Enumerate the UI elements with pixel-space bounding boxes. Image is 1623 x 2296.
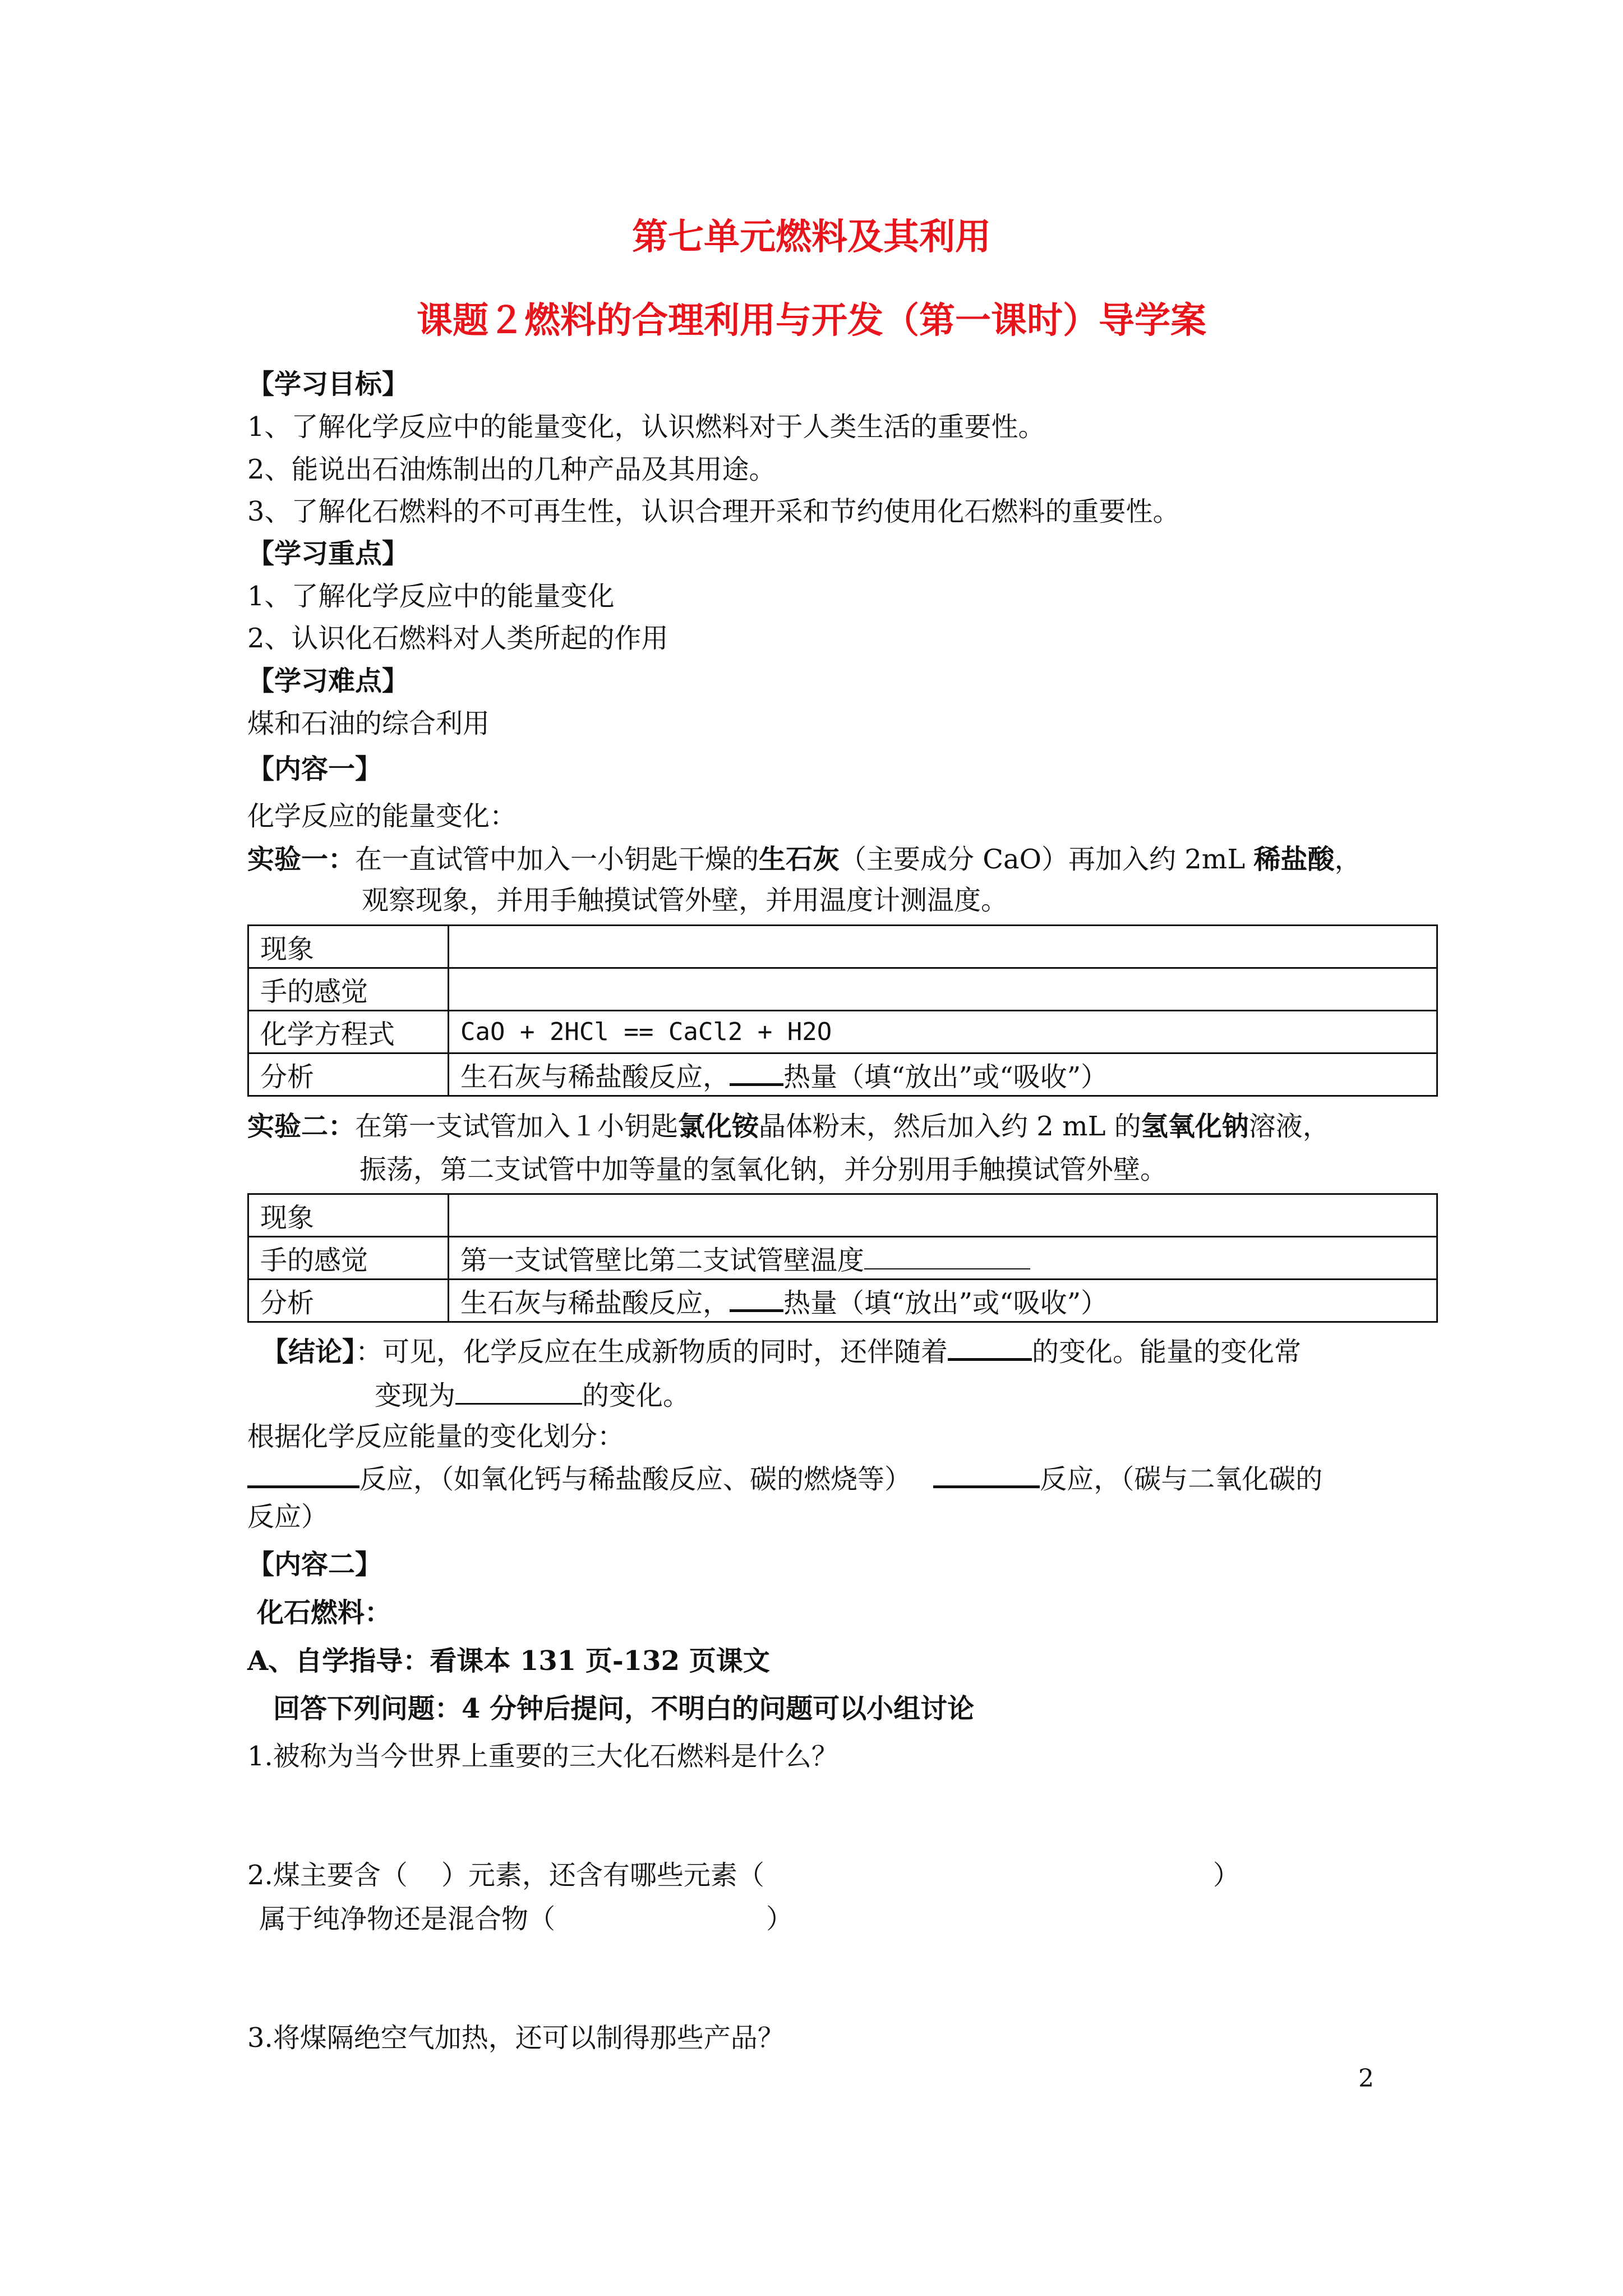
table-row (248, 926, 1437, 968)
experiment2-text: 在第一支试管加入１小钥匙 (355, 1111, 679, 1142)
experiment1-keyword: 生石灰 (759, 844, 840, 875)
difficulty-heading: 【学习难点】 (247, 665, 409, 697)
goal-item: 2、能说出石油炼制出的几种产品及其用途。 (247, 454, 776, 485)
experiment1-keyword: 稀盐酸 (1253, 844, 1335, 875)
table-cell-value (449, 1194, 1437, 1237)
table-cell-value (449, 926, 1437, 968)
classify-intro: 根据化学反应能量的变化划分： (247, 1421, 625, 1452)
table-cell-label: 手的感觉 (248, 968, 449, 1011)
classify-line (247, 1461, 1322, 1496)
analysis-text: 热量（填“放出”或“吸收”） (783, 1061, 1108, 1093)
table-cell-value (449, 1237, 1437, 1280)
conclusion-line1 (261, 1333, 1301, 1369)
table-cell-value (449, 968, 1437, 1011)
table-cell-label: 现象 (248, 926, 449, 968)
analysis-text: 热量（填“放出”或“吸收”） (783, 1287, 1108, 1319)
fill-blank (948, 1333, 1032, 1361)
experiment2-keyword: 氯化铵 (678, 1111, 759, 1142)
table-cell-label: 化学方程式 (248, 1011, 449, 1053)
question-2-part-b (259, 1902, 793, 1936)
conclusion-line2 (375, 1378, 690, 1412)
experiment2-label: 实验二： (247, 1111, 356, 1142)
fill-blank (933, 1461, 1040, 1488)
classify-text: 反应，（碳与二氧化碳的 (1040, 1464, 1323, 1495)
experiment2-line2: 振荡，第二支试管中加等量的氢氧化钠，并分别用手触摸试管外壁。 (359, 1154, 1168, 1185)
experiment1-line2: 观察现象，并用手触摸试管外壁，并用温度计测温度。 (362, 885, 1008, 916)
conclusion-text: 的变化。 (582, 1380, 690, 1411)
difficulty-text: 煤和石油的综合利用 (247, 708, 490, 739)
conclusion-text: ：可见，化学反应在生成新物质的同时，还伴随着 (356, 1336, 948, 1368)
question-text: ） (1212, 1860, 1240, 1891)
page-number: 2 (1358, 2064, 1374, 2093)
content1-intro: 化学反应的能量变化： (247, 800, 517, 832)
focus-item: 1、了解化学反应中的能量变化 (247, 581, 615, 612)
goals-heading: 【学习目标】 (247, 369, 409, 400)
experiment1-label: 实验一： (247, 844, 356, 875)
focus-heading: 【学习重点】 (247, 538, 409, 569)
experiment2-table (247, 1193, 1438, 1323)
conclusion-label: 【结论】 (261, 1336, 356, 1368)
feeling-text: 第一支试管壁比第二支试管壁温度 (460, 1245, 865, 1276)
question-3: 3.将煤隔绝空气加热，还可以制得那些产品？ (247, 2022, 785, 2054)
table-row (248, 1194, 1437, 1237)
fill-blank (864, 1244, 1030, 1269)
content2-heading: 【内容二】 (247, 1549, 382, 1580)
table-cell-label: 分析 (248, 1280, 449, 1322)
classify-text: 反应，（如氧化钙与稀盐酸反应、碳的燃烧等） (359, 1464, 912, 1495)
table-cell-value (449, 1053, 1437, 1096)
document-subtitle: 课题２燃料的合理利用与开发（第一课时）导学案 (417, 300, 1206, 342)
table-cell-value (449, 1280, 1437, 1322)
question-1: 1.被称为当今世界上重要的三大化石燃料是什么？ (247, 1741, 838, 1772)
table-cell-label: 现象 (248, 1194, 449, 1237)
fill-blank (247, 1461, 359, 1488)
content1-heading: 【内容一】 (247, 753, 382, 785)
question-text: 2.煤主要含（ (247, 1860, 408, 1891)
fill-blank (730, 1285, 783, 1312)
table-row (248, 968, 1437, 1011)
analysis-text: 生石灰与稀盐酸反应， (460, 1287, 730, 1319)
fill-blank (730, 1059, 783, 1086)
experiment2-text: 溶液， (1248, 1111, 1330, 1142)
conclusion-text: 的变化。能量的变化常 (1032, 1336, 1302, 1368)
table-row (248, 1053, 1437, 1096)
content2-subheading: 化石燃料： (257, 1597, 392, 1628)
experiment1-text: ， (1334, 844, 1362, 875)
question-text: ）元素，还含有哪些元素（ (441, 1860, 764, 1891)
table-row (248, 1280, 1437, 1322)
experiment1-text: 在一直试管中加入一小钥匙干燥的 (355, 844, 759, 875)
conclusion-text: 变现为 (375, 1380, 456, 1411)
experiment2-keyword: 氢氧化钠 (1141, 1111, 1249, 1142)
table-row (248, 1011, 1437, 1053)
experiment2-line1 (247, 1110, 1330, 1143)
question-text: ） (766, 1903, 794, 1935)
fill-blank (455, 1378, 582, 1405)
focus-item: 2、认识化石燃料对人类所起的作用 (247, 623, 668, 654)
analysis-text: 生石灰与稀盐酸反应， (460, 1061, 730, 1093)
experiment1-table (247, 924, 1438, 1097)
goal-item: 3、了解化石燃料的不可再生性，认识合理开采和节约使用化石燃料的重要性。 (247, 496, 1180, 527)
experiment2-text: 晶体粉末，然后加入约 2 mL 的 (759, 1111, 1141, 1142)
table-cell-label: 分析 (248, 1053, 449, 1096)
question-text: 属于纯净物还是混合物（ (259, 1903, 556, 1935)
classify-line-end: 反应） (247, 1501, 329, 1533)
document-title: 第七单元燃料及其利用 (632, 217, 991, 258)
table-cell-equation: CaO + 2HCl == CaCl2 + H2O (449, 1011, 1437, 1053)
goal-item: 1、了解化学反应中的能量变化，认识燃料对于人类生活的重要性。 (247, 411, 1045, 443)
table-row (248, 1237, 1437, 1280)
question-2 (247, 1858, 1240, 1892)
table-cell-label: 手的感觉 (248, 1237, 449, 1280)
experiment1-text: （主要成分 CaO）再加入约 2mL (840, 844, 1254, 875)
self-study-guide: A、自学指导：看课本 131 页-132 页课文 (247, 1645, 770, 1677)
experiment1-line1 (247, 843, 1361, 876)
answer-instructions: 回答下列问题：4 分钟后提问，不明白的问题可以小组讨论 (273, 1693, 975, 1724)
